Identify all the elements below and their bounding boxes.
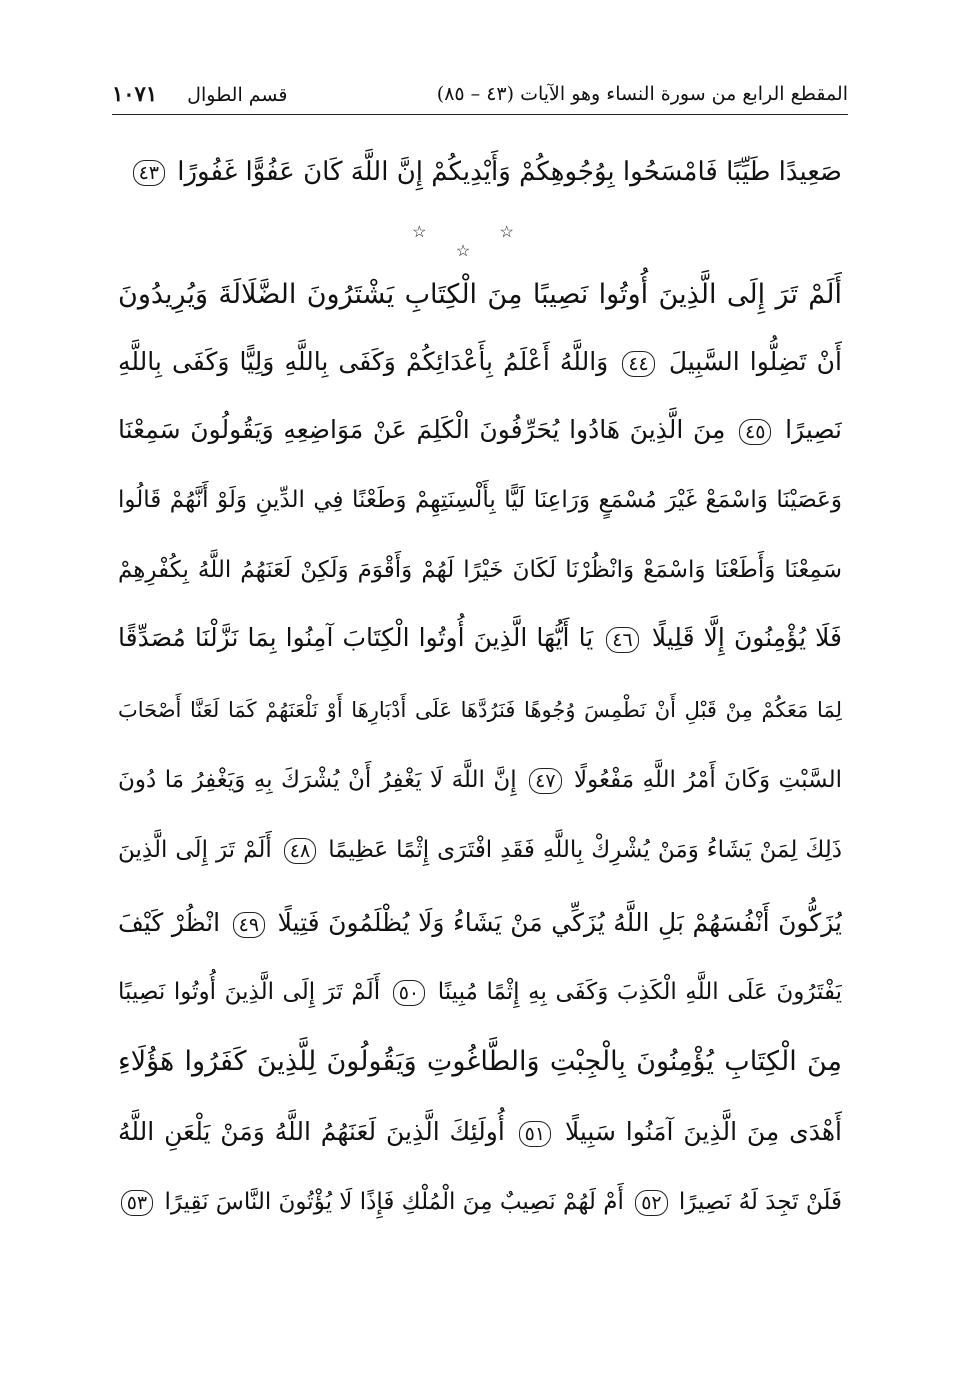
page-number: ١٠٧١ [112,81,158,106]
verse-line [118,680,842,740]
verse-text: مِنَ الْكِتَابِ يُؤْمِنُونَ بِالْجِبْتِ وَالطَّاغُوتِ وَيَقُولُونَ لِلَّذِينَ كَفَرُوا هَؤُلَاءِ [118,1046,842,1077]
verse-text: لِمَا مَعَكُمْ مِنْ قَبْلِ أَنْ نَطْمِسَ وُجُوهًا فَنَرُدَّهَا عَلَى أَدْبَارِهَا أَوْ نَلْعَنَهُمْ كَمَا لَعَنَّا أَصْحَابَ [118,698,842,722]
verse-text: انْظُرْ كَيْفَ [118,908,221,937]
page-header [112,74,848,114]
verse-line [118,332,842,392]
section-name: قسم الطوال [187,84,288,106]
verse-text: فَلَا يُؤْمِنُونَ إِلَّا قَلِيلًا [651,623,842,652]
verse-line [118,1102,842,1162]
verse-text: أَهْدَى مِنَ الَّذِينَ آمَنُوا سَبِيلًا [564,1117,842,1146]
verse-number-marker: ٥٢ [635,1190,667,1216]
verse-text: صَعِيدًا طَيِّبًا فَامْسَحُوا بِوُجُوهِكُمْ وَأَيْدِيكُمْ إِنَّ اللَّهَ كَانَ عَفُوًّا غَفُورًا [177,157,842,187]
verse-text: أُولَئِكَ الَّذِينَ لَعَنَهُمُ اللَّهُ وَمَنْ يَلْعَنِ اللَّهُ [118,1117,505,1146]
verse-line [118,608,842,668]
verse-line [118,400,842,460]
verse-text: يُزَكُّونَ أَنْفُسَهُمْ بَلِ اللَّهُ يُزَكِّي مَنْ يَشَاءُ وَلَا يُظْلَمُونَ فَتِيلًا [277,908,842,937]
verse-line [118,265,842,325]
running-title: المقطع الرابع من سورة النساء وهو الآيات (٤٣ – ٨٥) [436,83,848,105]
section-separator-stars: ☆ ☆ ☆ [412,222,548,260]
verse-text: إِنَّ اللَّهَ لَا يَغْفِرُ أَنْ يُشْرَكَ بِهِ وَيَغْفِرُ مَا دُونَ [118,767,517,793]
header-left [112,74,287,115]
verse-text: ذَلِكَ لِمَنْ يَشَاءُ وَمَنْ يُشْرِكْ بِاللَّهِ فَقَدِ افْتَرَى إِثْمًا عَظِيمًا [328,837,842,863]
verse-text: وَعَصَيْنَا وَاسْمَعْ غَيْرَ مُسْمَعٍ وَرَاعِنَا لَيًّا بِأَلْسِنَتِهِمْ وَطَعْنًا فِي الدِّينِ وَلَوْ أَنَّهُمْ قَالُوا [118,487,842,513]
verse-number-marker: ٤٦ [606,627,638,653]
verse-number-marker: ٥١ [519,1121,551,1147]
verse-number-marker: ٤٧ [529,768,561,794]
verse-line [118,962,842,1022]
verse-text: مِنَ الَّذِينَ هَادُوا يُحَرِّفُونَ الْكَلِمَ عَنْ مَوَاضِعِهِ وَيَقُولُونَ سَمِعْنَا [118,415,726,444]
verse-text: يَا أَيُّهَا الَّذِينَ أُوتُوا الْكِتَابَ آمِنُوا بِمَا نَزَّلْنَا مُصَدِّقًا [118,623,594,652]
verse-text: فَلَنْ تَجِدَ لَهُ نَصِيرًا [678,1189,842,1215]
verse-line [118,820,842,880]
verse-number-marker: ٥٠ [393,980,425,1006]
verse-text: أَلَمْ تَرَ إِلَى الَّذِينَ أُوتُوا نَصِيبًا [118,979,381,1005]
verse-number-marker: ٤٩ [233,912,265,938]
verse-line [118,540,842,600]
verse-line [118,1172,842,1232]
header-rule [112,114,848,115]
verse-number-marker: ٤٣ [133,160,165,186]
verse-line [118,893,842,953]
verse-text: السَّبْتِ وَكَانَ أَمْرُ اللَّهِ مَفْعُولًا [574,767,842,793]
verse-text: وَاللَّهُ أَعْلَمُ بِأَعْدَائِكُمْ وَكَفَى بِاللَّهِ وَلِيًّا وَكَفَى بِاللَّهِ [118,347,609,376]
verse-text: أَلَمْ تَرَ إِلَى الَّذِينَ [118,837,272,863]
verse-text: نَصِيرًا [785,415,842,444]
verse-text: أَمْ لَهُمْ نَصِيبٌ مِنَ الْمُلْكِ فَإِذًا لَا يُؤْتُونَ النَّاسَ نَقِيرًا [164,1189,624,1215]
verse-text: أَنْ تَضِلُّوا السَّبِيلَ [668,347,842,376]
verse-line [118,750,842,810]
verse-number-marker: ٤٤ [622,351,654,377]
verse-number-marker: ٤٨ [284,838,316,864]
verse-line [118,1032,842,1092]
verse-text: يَفْتَرُونَ عَلَى اللَّهِ الْكَذِبَ وَكَفَى بِهِ إِثْمًا مُبِينًا [437,979,842,1005]
verse-line [118,470,842,530]
verse-number-marker: ٤٥ [739,419,771,445]
verse-number-marker: ٥٣ [121,1190,153,1216]
verse-text: أَلَمْ تَرَ إِلَى الَّذِينَ أُوتُوا نَصِيبًا مِنَ الْكِتَابِ يَشْتَرُونَ الضَّلَالَةَ وَيُرِيدُونَ [118,279,842,310]
verse-line [118,142,842,202]
verse-text: سَمِعْنَا وَأَطَعْنَا وَاسْمَعْ وَانْظُرْنَا لَكَانَ خَيْرًا لَهُمْ وَأَقْوَمَ وَلَكِنْ لَعَنَهُمُ اللَّهُ بِكُفْرِهِمْ [118,557,842,583]
